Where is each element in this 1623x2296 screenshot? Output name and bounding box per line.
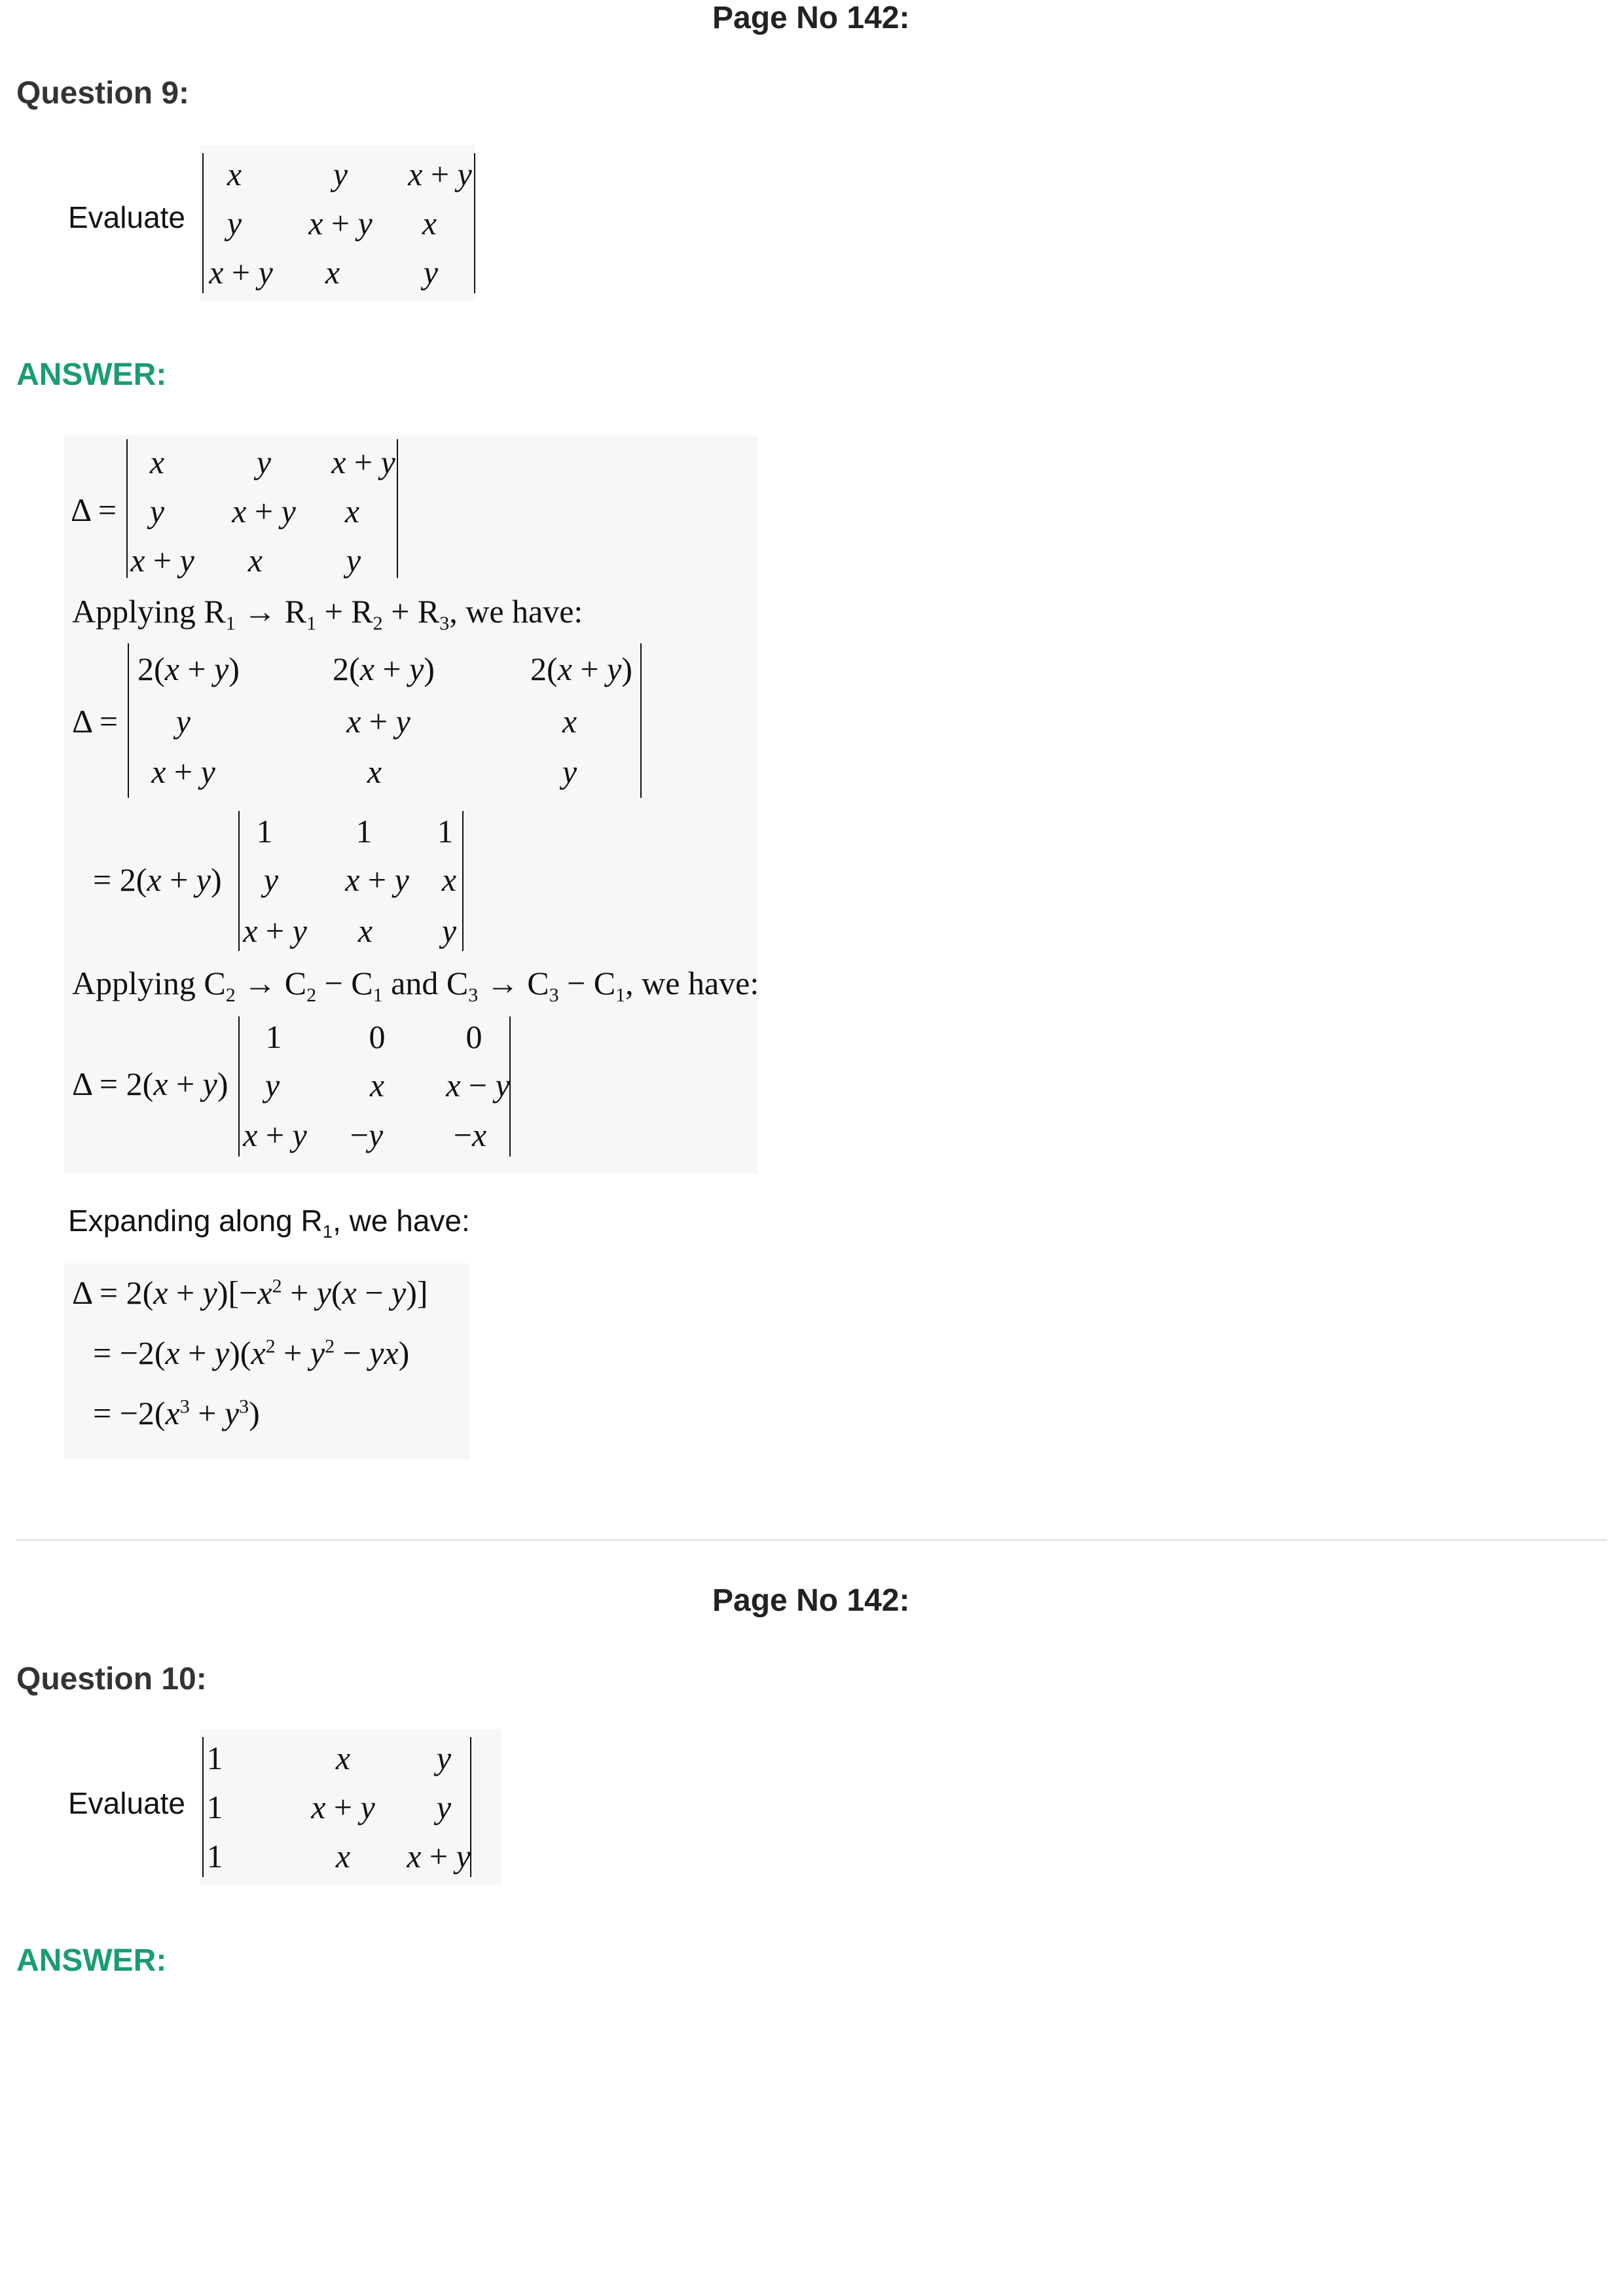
solution-image: Δ = x y x + y y x + y x x + y x y Applying $R_1 \to R_1 + R_2 + R_3$, we have: Δ = 2(x + y) 2(x + y) 2(x + y) y x + y x x + y x y = 2(x + y) 1 1 1 y x + y x x + y x y Applying $C_2 \to C_2 - C_1$ and $C_3 \to C_3 - C_1$, we have: Δ = 2(x + y) 1 0 0 y x x − y x + y −y −x xyxy=(64,435,758,1174)
answer-label: ANSWER: xyxy=(16,1943,167,1978)
page-number-heading: Page No 142: xyxy=(712,1583,910,1618)
question-10-determinant: 1 x y 1 x + y y 1 x x + y xyxy=(200,1729,501,1885)
answer-label: ANSWER: xyxy=(16,357,167,392)
evaluate-label: Evaluate xyxy=(68,200,186,234)
question-10-title: Question 10: xyxy=(16,1662,207,1696)
question-9-determinant: x y x + y y x + y x x + y x y xyxy=(200,145,475,301)
page-number-heading: Page No 142: xyxy=(712,1,910,35)
expanding-text: Expanding along $R_1$, we have: xyxy=(68,1204,470,1242)
evaluate-label: Evaluate xyxy=(68,1786,186,1820)
question-9-title: Question 9: xyxy=(16,76,190,111)
expansion-image: $\Delta = 2(x + y)[-x^2 + y(x - y)]$ = $-2(x + y)(x^2 + y^2 - yx)$ = $-2(x^3 + y^3)$ xyxy=(64,1263,470,1460)
section-divider xyxy=(16,1539,1607,1541)
